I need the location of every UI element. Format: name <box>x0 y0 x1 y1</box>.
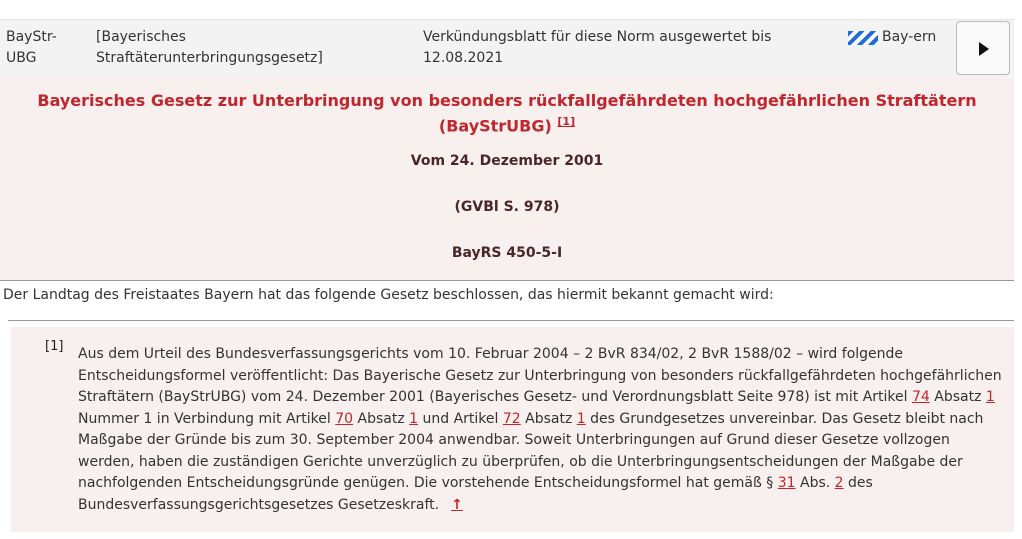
play-right-icon <box>979 42 989 56</box>
footnote-text-part: und Artikel <box>418 410 503 427</box>
footnote-text <box>78 344 1003 516</box>
footnote-text-part: des Grundgesetzes unvereinbar. Das Gesetz bleibt nach Maßgabe der Gründe bis zum 30. September 2004 anwendbar. Soweit Unterbringungen auf Grund dieser Gesetze vollzogen werden, haben die zuständigen Gerichte unverzüglich zu überprüfen, ob die Unterbringungsentscheidungen der Maßgabe der nachfolgenden Entscheidungsgründe genügen. Die vorstehende Entscheidungsformel hat gemäß § <box>78 410 984 491</box>
bayrs-number: BayRS 450-5-I <box>451 245 563 261</box>
state-indicator <box>848 27 938 48</box>
paragraph-1-link[interactable]: 1 <box>576 410 586 427</box>
norm-header-bar <box>0 19 1014 78</box>
norm-abbreviation: BayStr-UBG <box>6 29 57 66</box>
footnote-reference-link[interactable]: [1] <box>557 115 576 128</box>
footnote-text-part: Aus dem Urteil des Bundesverfassungsgerichts vom 10. Februar 2004 – 2 BvR 834/02, 2 BvR 1588/02 – wird folgende Entscheidungsformel veröffentlicht: Das Bayerische Gesetz zur Unterbringung von besonders rückfallgefährdeten hochgefährlichen Straftätern (BayStrUBG) vom 24. Dezember 2001 (Bayerisches Gesetz- und Verordnungsblatt Seite 978) ist mit Artikel <box>78 346 1002 405</box>
paragraph-1-link[interactable]: 1 <box>409 410 419 427</box>
article-74-link[interactable]: 74 <box>912 389 930 405</box>
footnote-panel <box>11 327 1014 532</box>
footnote-text-part: Absatz <box>353 410 410 427</box>
law-title-text: Bayerisches Gesetz zur Unterbringung von besonders rückfallgefährdeten hochgefährlichen Straftätern (BayStrUBG) <box>37 91 977 136</box>
footnote-text-part: Absatz <box>929 389 986 405</box>
norm-full-name: [Bayerisches Straftäterunterbringungsgesetz] <box>96 29 323 66</box>
back-to-reference-icon[interactable]: ↑ <box>451 496 463 513</box>
gazette-reference: (GVBl S. 978) <box>454 199 560 215</box>
law-title <box>0 90 1014 136</box>
evaluation-status: Verkündungsblatt für diese Norm ausgewertet bis 12.08.2021 <box>423 29 772 66</box>
bavaria-flag-icon <box>848 31 878 45</box>
section-divider <box>8 320 1014 321</box>
article-70-link[interactable]: 70 <box>335 410 354 427</box>
footnote-text-part: des Bundesverfassungsgerichtsgesetzes Gesetzeskraft. <box>78 475 873 513</box>
footnote-text-part: Nummer 1 in Verbindung mit Artikel <box>78 410 336 427</box>
next-document-button[interactable] <box>956 21 1010 75</box>
enactment-clause: Der Landtag des Freistaates Bayern hat das folgende Gesetz beschlossen, das hiermit bekannt gemacht wird: <box>3 287 774 303</box>
state-label: Bay-ern <box>882 29 937 45</box>
footnote-mark: [1] <box>45 339 64 354</box>
footnote-text-part: Absatz <box>520 410 577 427</box>
law-heading-panel <box>0 78 1014 281</box>
law-date: Vom 24. Dezember 2001 <box>410 153 604 169</box>
paragraph-2-link[interactable]: 2 <box>834 475 844 491</box>
footnote-text-part: Abs. <box>795 475 835 491</box>
article-72-link[interactable]: 72 <box>502 410 521 427</box>
section-31-link[interactable]: 31 <box>777 475 796 491</box>
paragraph-1-link[interactable]: 1 <box>985 389 995 405</box>
